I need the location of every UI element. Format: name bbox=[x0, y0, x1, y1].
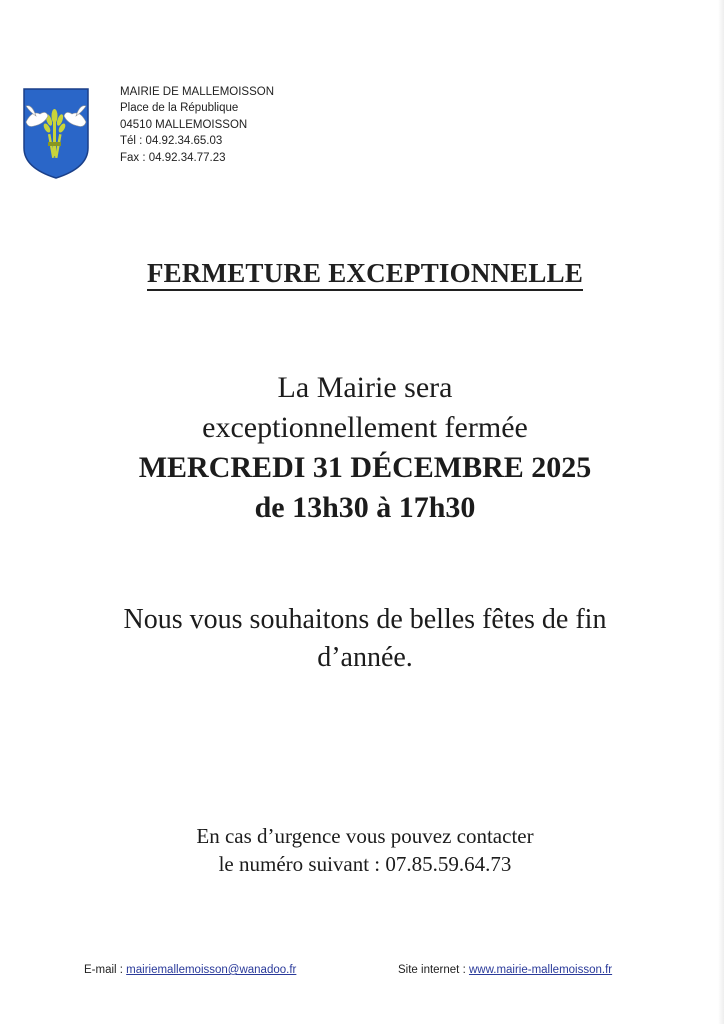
footer-email bbox=[84, 964, 296, 976]
email-label: E-mail : bbox=[84, 964, 127, 976]
emergency-line-2: le numéro suivant : 07.85.59.64.73 bbox=[218, 852, 512, 876]
closure-hours: de 13h30 à 17h30 bbox=[254, 491, 476, 524]
coat-of-arms-icon bbox=[22, 86, 90, 180]
closure-date: MERCREDI 31 DÉCEMBRE 2025 bbox=[138, 451, 592, 484]
emergency-line-1: En cas d’urgence vous pouvez contacter bbox=[196, 824, 534, 848]
footer-website bbox=[398, 964, 612, 976]
website-label: Site internet : bbox=[398, 964, 469, 976]
fax-number: Fax : 04.92.34.77.23 bbox=[120, 151, 226, 164]
holiday-wishes bbox=[0, 601, 724, 677]
mairie-address-block bbox=[120, 84, 274, 166]
notice-line-1: La Mairie sera bbox=[277, 371, 453, 404]
address-city: 04510 MALLEMOISSON bbox=[120, 118, 248, 131]
notice-line-2: exceptionnellement fermée bbox=[202, 411, 528, 444]
phone-number: Tél : 04.92.34.65.03 bbox=[120, 135, 223, 148]
wishes-line-2: d’année. bbox=[317, 642, 413, 673]
notice-title bbox=[0, 258, 724, 289]
email-link[interactable]: mairiemallemoisson@wanadoo.fr bbox=[126, 964, 297, 976]
emergency-contact bbox=[0, 822, 724, 878]
address-street: Place de la République bbox=[120, 102, 239, 115]
mairie-name: MAIRIE DE MALLEMOISSON bbox=[120, 86, 275, 98]
closure-notice bbox=[0, 368, 724, 528]
wishes-line-1: Nous vous souhaitons de belles fêtes de fin bbox=[123, 604, 607, 635]
website-link[interactable]: www.mairie-mallemoisson.fr bbox=[468, 964, 613, 976]
notice-title-text: FERMETURE EXCEPTIONNELLE bbox=[147, 258, 583, 291]
